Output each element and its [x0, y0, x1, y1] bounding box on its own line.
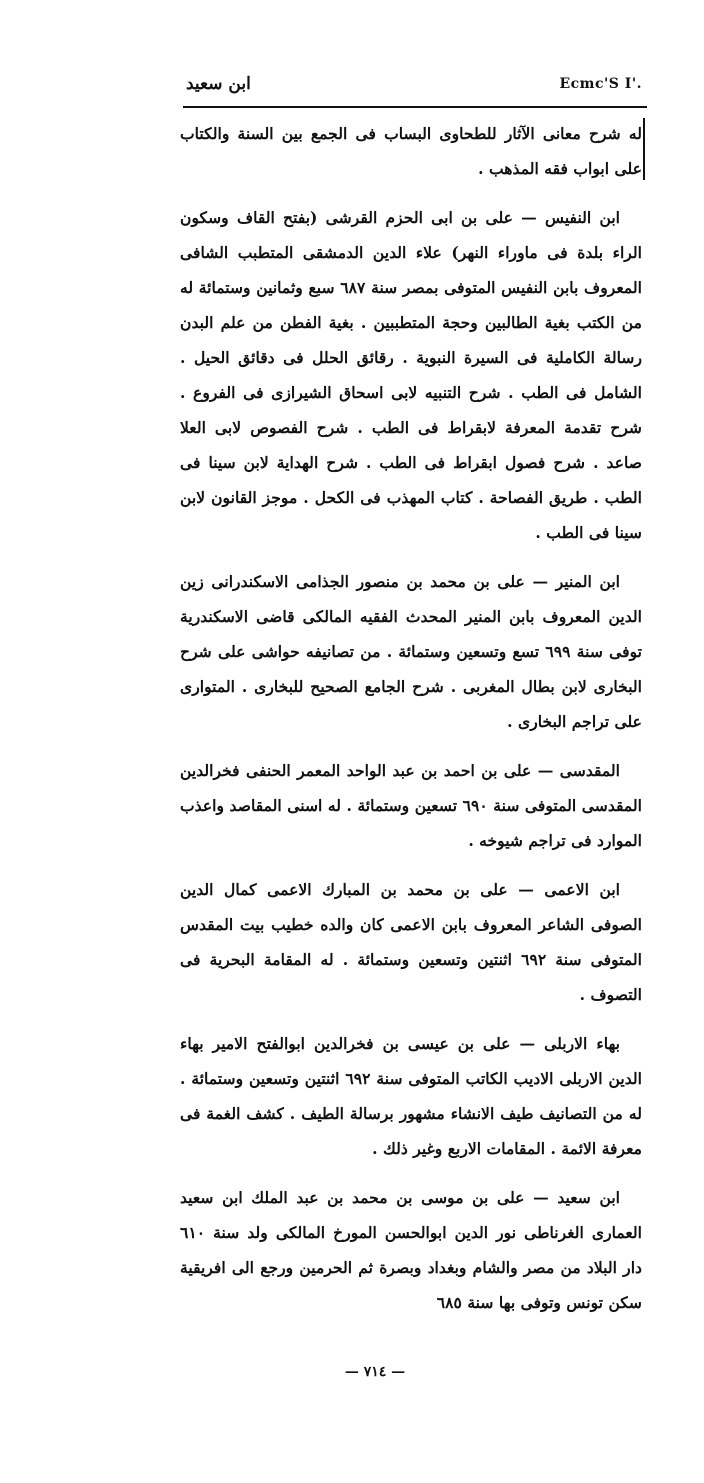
margin-line	[643, 118, 645, 180]
entry-ibn-al-nafis: ابن النفيس — على بن ابى الحزم القرشى (بفتح القاف وسكون الراء بلدة فى ماوراء النهر) علاء الدين الدمشقى المتطبب الشافى المعروف بابن النفيس المتوفى بمصر سنة ٦٨٧ سبع وثمانين وستمائة له من الكتب بغية الطالبين وحجة المتطببين . بغية الفطن من علم البدن رسالة الكاملية فى السيرة النبوية . رقائق الحلل فى دقائق الحيل . الشامل فى الطب . شرح التنبيه لابى اسحاق الشيرازى فى الفروع . شرح تقدمة المعرفة لابقراط فى الطب . شرح الفصوص لابى العلا صاعد . شرح فصول ابقراط فى الطب . شرح الهداية لابن سينا فى الطب . طريق الفصاحة . كتاب المهذب فى الكحل . موجز القانون لابن سينا فى الطب .	[180, 208, 642, 542]
running-title: ابن سعيد	[186, 74, 251, 94]
header-rule	[183, 106, 647, 108]
entry-ibn-al-munir: ابن المنير — على بن محمد بن منصور الجذامى الاسكندرانى زين الدين المعروف بابن المنير المحدث الفقيه المالكى قاضى الاسكندرية توفى سنة ٦٩٩ تسع وتسعين وستمائة . من تصانيفه حواشى على شرح البخارى لابن بطال المغربى . شرح الجامع الصحيح للبخارى . المتوارى على تراجم البخارى .	[180, 572, 642, 731]
entry-ibn-al-aama: ابن الاعمى — على بن محمد بن المبارك الاعمى كمال الدين الصوفى الشاعر المعروف بابن الاعمى كان والده خطيب بيت المقدس المتوفى سنة ٦٩٢ اثنتين وتسعين وستمائة . له المقامة البحرية فى التصوف .	[180, 880, 642, 1004]
entry-ibn-said: ابن سعيد — على بن موسى بن محمد بن عبد الملك ابن سعيد العمارى الغرناطى نور الدين ابوالحسن المورخ المالكى ولد سنة ٦١٠ دار البلاد من مصر والشام وبغداد وبصرة ثم الحرمين ورجع الى افريقية سكن تونس وتوفى بها سنة ٦٨٥	[180, 1188, 642, 1312]
page-code: Ecmc'S I'.	[559, 76, 642, 92]
page-number: — ٧١٤ —	[344, 1364, 406, 1380]
entry-bahaa-al-irbili: بهاء الاربلى — على بن عيسى بن فخرالدين ابوالفتح الامير بهاء الدين الاربلى الاديب الكاتب المتوفى سنة ٦٩٢ اثنتين وتسعين وستمائة . له من التصانيف طيف الانشاء مشهور برسالة الطيف . كشف الغمة فى معرفة الائمة . المقامات الاربع وغير ذلك .	[180, 1034, 642, 1158]
entry-al-maqdisi: المقدسى — على بن احمد بن عبد الواحد المعمر الحنفى فخرالدين المقدسى المتوفى سنة ٦٩٠ تسعين وستمائة . له اسنى المقاصد واعذب الموارد فى تراجم شيوخه .	[180, 761, 642, 850]
text-body	[180, 116, 642, 1354]
paragraph-continuation: له شرح معانى الآثار للطحاوى البساب فى الجمع بين السنة والكتاب على ابواب فقه المذهب .	[180, 124, 642, 178]
page-header	[186, 70, 642, 104]
